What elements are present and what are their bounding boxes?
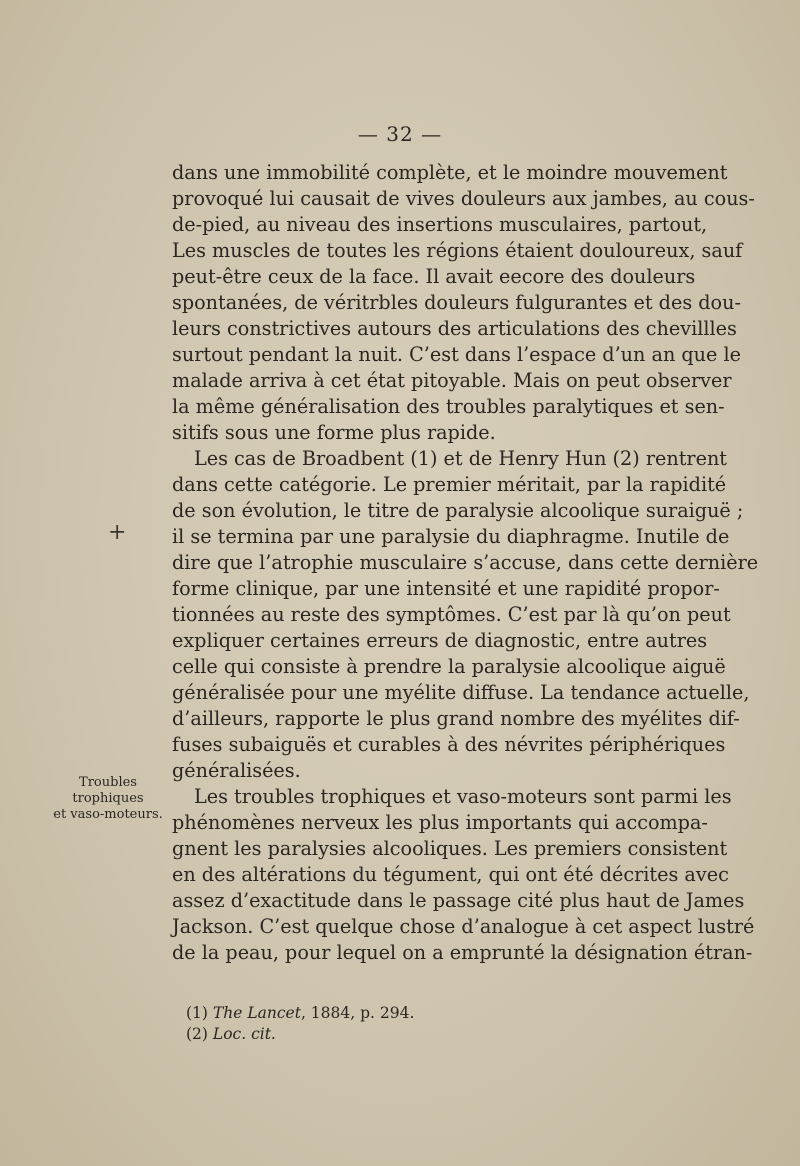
footnote-text: , 1884, p. 294. <box>300 1004 415 1022</box>
body-line: malade arriva à cet état pitoyable. Mais on peut observer <box>172 369 732 392</box>
footnote-title: Loc. cit. <box>212 1025 276 1043</box>
body-line: en des altérations du tégument, qui ont été décrites avec <box>172 863 729 886</box>
body-line: dire que l’atrophie musculaire s’accuse, dans cette dernière <box>172 551 759 574</box>
margin-note-line: trophiques <box>72 791 144 806</box>
body-line: celle qui consiste à prendre la paralysie alcoolique aiguë <box>172 655 726 678</box>
body-line: fuses subaiguës et curables à des névrites périphériques <box>172 733 726 756</box>
margin-note-line: et vaso-moteurs. <box>53 807 163 822</box>
footnote-title: The Lancet <box>212 1004 301 1022</box>
body-line: spontanées, de véritrbles douleurs fulgurantes et des dou- <box>172 291 741 314</box>
pencil-mark: + <box>108 520 127 545</box>
body-line: de la peau, pour lequel on a emprunté la désignation étran- <box>172 941 753 964</box>
body-line: tionnées au reste des symptômes. C’est par là qu’on peut <box>172 603 731 626</box>
body-line: généralisée pour une myélite diffuse. La tendance actuelle, <box>172 681 750 704</box>
body-line: sitifs sous une forme plus rapide. <box>172 421 496 444</box>
body-line: d’ailleurs, rapporte le plus grand nombre des myélites dif- <box>172 707 740 730</box>
footnote-1 <box>186 1003 414 1023</box>
body-line: expliquer certaines erreurs de diagnostic, entre autres <box>172 629 708 652</box>
body-line: Jackson. C’est quelque chose d’analogue à cet aspect lustré <box>172 915 755 938</box>
margin-note-line: Troubles <box>79 775 137 790</box>
body-line: leurs constrictives autours des articulations des chevillles <box>172 317 737 340</box>
margin-note <box>48 775 168 823</box>
body-line: assez d’exactitude dans le passage cité plus haut de James <box>172 889 745 912</box>
body-line: Les cas de Broadbent (1) et de Henry Hun (2) rentrent <box>194 447 728 470</box>
body-line: il se termina par une paralysie du diaphragme. Inutile de <box>172 525 730 548</box>
body-line: phénomènes nerveux les plus importants qui accompa- <box>172 811 708 834</box>
body-line: dans cette catégorie. Le premier méritait, par la rapidité <box>172 473 727 496</box>
footnote-marker: (2) <box>186 1025 208 1043</box>
page-number: — 32 — <box>357 122 443 146</box>
body-line: de-pied, au niveau des insertions musculaires, partout, <box>172 213 708 236</box>
body-line: dans une immobilité complète, et le moindre mouvement <box>172 161 728 184</box>
body-line: Les muscles de toutes les régions étaient douloureux, sauf <box>172 239 743 262</box>
body-line: gnent les paralysies alcooliques. Les premiers consistent <box>172 837 728 860</box>
body-line: forme clinique, par une intensité et une rapidité propor- <box>172 577 720 600</box>
body-line: la même généralisation des troubles paralytiques et sen- <box>172 395 725 418</box>
body-line: généralisées. <box>172 759 301 782</box>
body-line: Les troubles trophiques et vaso-moteurs sont parmi les <box>194 785 732 808</box>
body-line: peut-être ceux de la face. Il avait eecore des douleurs <box>172 265 696 288</box>
footnote-marker: (1) <box>186 1004 208 1022</box>
body-line: de son évolution, le titre de paralysie alcoolique suraiguë ; <box>172 499 744 522</box>
body-line: surtout pendant la nuit. C’est dans l’espace d’un an que le <box>172 343 741 366</box>
footnote-2 <box>186 1024 276 1044</box>
body-line: provoqué lui causait de vives douleurs aux jambes, au cous- <box>172 187 755 210</box>
